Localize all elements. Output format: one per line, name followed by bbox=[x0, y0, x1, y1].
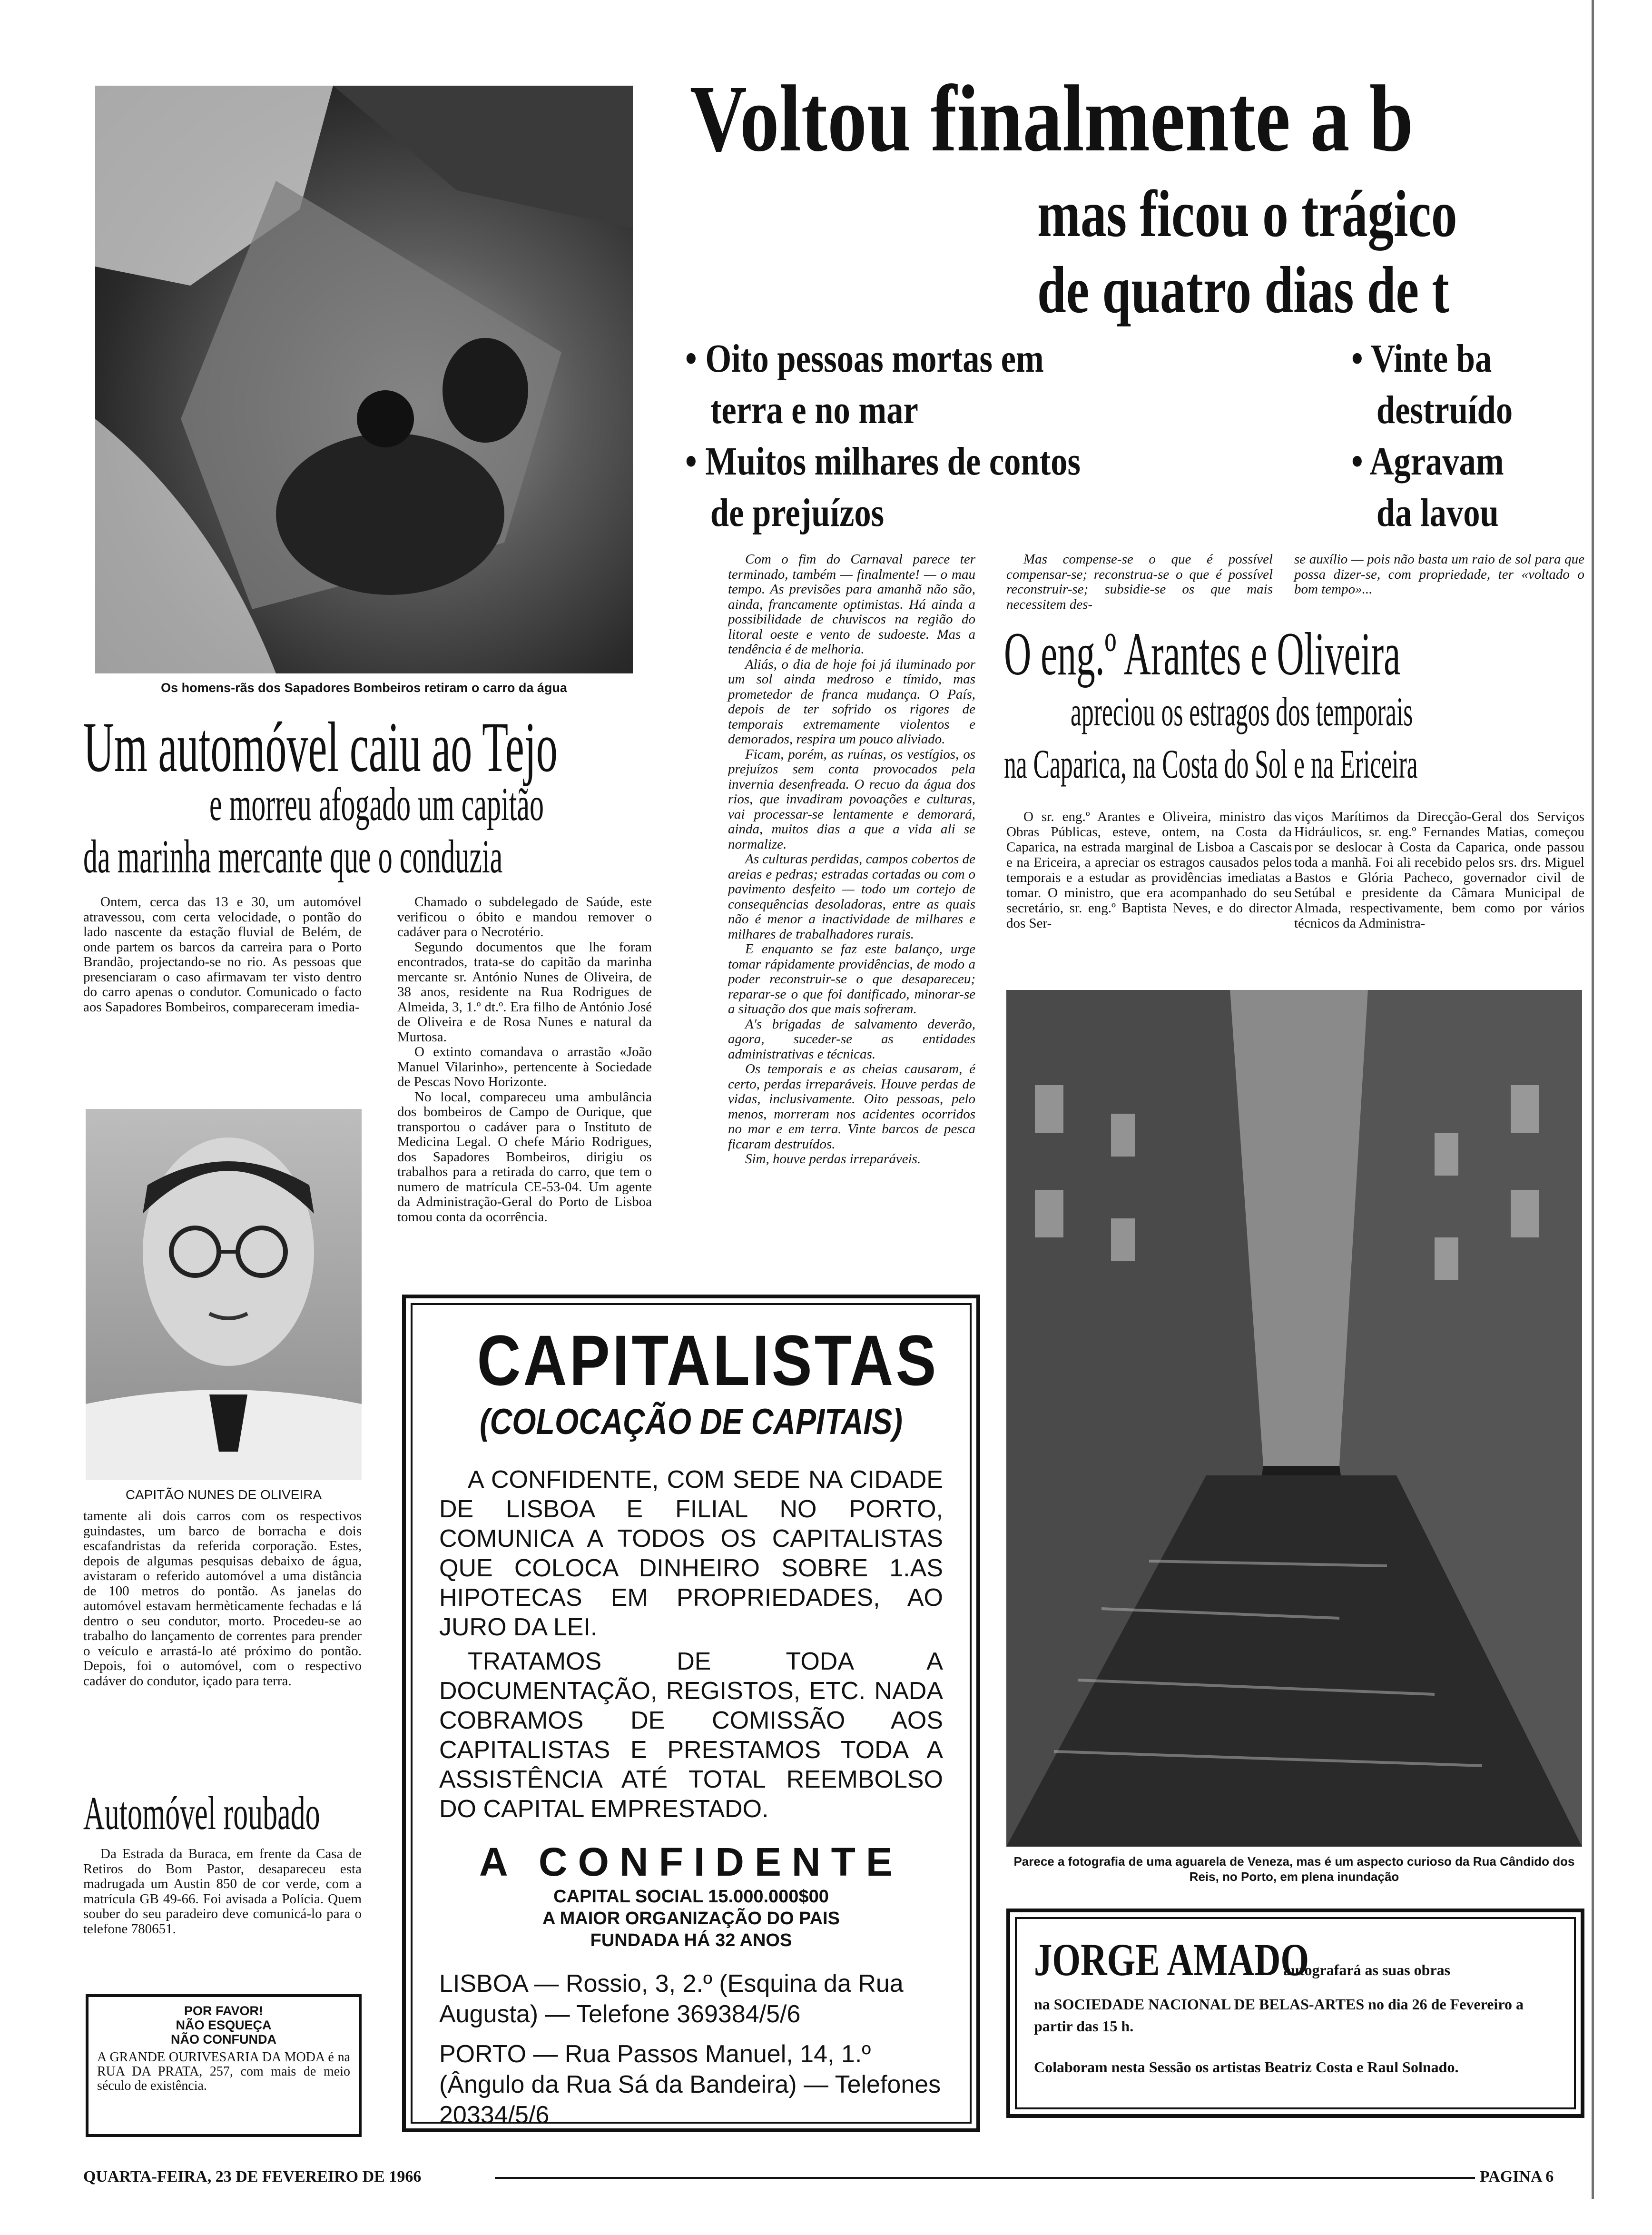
bullet-losses: • Muitos milhares de contos de prejuízos bbox=[685, 439, 1081, 535]
jorge-amado-text1: autografará as suas obras bbox=[1283, 1961, 1451, 1978]
stolen-car-text: Da Estrada da Buraca, em frente da Casa de Retiros do Bom Pastor, desapareceu esta madrugada um Austin 850 de cor verde, com a matrícula GB 49-66. Foi avisada a Polícia. Quem souber do seu paradeiro deve comunicá-lo para o telefone 780651. bbox=[83, 1846, 362, 1937]
minister-column-2: viços Marítimos da Direcção-Geral dos Serviços Hidráulicos, sr. eng.º Fernandes Matias, começou por se deslocar à Costa da Caparica, onde passou toda a manhã. Foi ali recebido pelos srs. drs. Miguel Bastos e Glória Pacheco, governador civil de Setúbal e presidente da Câmara Municipal de Almada, respectivamente, bem como por vários técnicos da Administra- bbox=[1294, 809, 1584, 931]
capitalistas-founded: FUNDADA HÁ 32 ANOS bbox=[590, 1930, 792, 1950]
minister-headline-1: O eng.º Arantes e Oliveira bbox=[1004, 620, 1401, 688]
jorge-amado-name: JORGE AMADO bbox=[1034, 1934, 1309, 1985]
divers-photo-art bbox=[95, 86, 633, 673]
captain-portrait-caption: CAPITÃO NUNES DE OLIVEIRA bbox=[125, 1487, 322, 1502]
storm-column-2: Mas compense-se o que é possível compensar-se; reconstrua-se o que é possível reconstruir-se; subsidie-se os que mais necessitem des- bbox=[1006, 552, 1273, 612]
footer-page: PAGINA 6 bbox=[1480, 2168, 1554, 2186]
page-edge-rule bbox=[1592, 0, 1594, 2199]
capitalistas-brand: A CONFIDENTE bbox=[479, 1839, 903, 1884]
stolen-car-headline: Automóvel roubado bbox=[83, 1787, 320, 1839]
main-headline-line2: mas ficou o trágico bbox=[1037, 177, 1457, 251]
car-column-3: tamente ali dois carros com os respectivos guindastes, um barco de borracha e dois escafandristas da referida corporação. Estes, depois de algumas pesquisas debaixo de água, avistaram o referido automóvel a uma distância de 100 metros do pontão. As janelas do automóvel estavam hermèticamente fechadas e lá dentro o seu condutor, morto. Procedeu-se ao trabalho do lançamento de correntes para prender o veículo e arrastá-lo até próximo do pontão. Depois, foi o automóvel, com o respectivo cadáver do condutor, içado para terra. bbox=[83, 1508, 362, 1689]
capitalistas-porto: PORTO — Rua Passos Manuel, 14, 1.º (Ângulo da Rua Sá da Bandeira) — Telefones 20334/5/6 bbox=[439, 2040, 941, 2129]
divers-photo bbox=[95, 86, 633, 673]
minister-headline-3: na Caparica, na Costa do Sol e na Ericeira bbox=[1004, 741, 1418, 787]
jorge-amado-line1 bbox=[1034, 1936, 1557, 1984]
bullet-boats: • Vinte ba destruído bbox=[1351, 336, 1513, 432]
minister-headline-2: apreciou os estragos dos temporais bbox=[1071, 689, 1413, 734]
bullet-deaths: • Oito pessoas mortas em terra e no mar bbox=[685, 336, 1044, 432]
capitalistas-para1: A CONFIDENTE, COM SEDE NA CIDADE DE LISBOA E FILIAL NO PORTO, COMUNICA A TODOS OS CAPITALISTAS QUE COLOCA DINHEIRO SOBRE 1.AS HIPOTECAS EM PROPRIEDADES, AO JURO DA LEI. bbox=[439, 1466, 943, 1641]
jewelry-ad-line2: NÃO ESQUEÇA bbox=[176, 2018, 272, 2032]
flood-photo-art bbox=[1006, 990, 1582, 1847]
car-column-2: Chamado o subdelegado de Saúde, este verificou o óbito e mandou remover o cadáver para o Necrotério. Segundo documentos que lhe foram encontrados, trata-se do capitão da marinha mercante sr. António Nunes de Oliveira, de 38 anos, residente na Rua Rodrigues de Almeida, 3, 1.º dt.º. Era filho de António José de Oliveira e de Rosa Nunes e natural da Murtosa. O extinto comandava o arrastão «João Manuel Vilarinho», pertencente à Sociedade de Pescas Novo Horizonte. No local, compareceu uma ambulância dos bombeiros de Campo de Ourique, que transportou o cadáver para o Instituto de Medicina Legal. O chefe Mário Rodrigues, dos Sapadores Bombeiros, dirigiu os trabalhos para a retirada do carro, que tem o numero de matrícula CE-53-04. Um agente da Administração-Geral do Porto de Lisboa tomou conta da ocorrência. bbox=[397, 894, 652, 1225]
capitalistas-largest: A MAIOR ORGANIZAÇÃO DO PAIS bbox=[542, 1909, 840, 1928]
car-headline-1: Um automóvel caiu ao Tejo bbox=[83, 708, 558, 787]
capitalistas-lisboa: LISBOA — Rossio, 3, 2.º (Esquina da Rua Augusta) — Telefone 369384/5/6 bbox=[439, 1970, 904, 2028]
divers-photo-caption: Os homens-rãs dos Sapadores Bombeiros retiram o carro da água bbox=[161, 681, 567, 695]
car-headline-3: da marinha mercante que o conduzia bbox=[83, 830, 503, 883]
footer-rule bbox=[495, 2177, 1475, 2179]
flood-photo bbox=[1006, 990, 1582, 1847]
jorge-amado-ad bbox=[1006, 1909, 1584, 2118]
bullet-farm: • Agravam da lavou bbox=[1351, 439, 1504, 535]
main-headline-line1: Voltou finalmente a b bbox=[690, 66, 1414, 171]
storm-column-1: Com o fim do Carnaval parece ter terminado, também — finalmente! — o mau tempo. As previsões para amanhã não são, ainda, francamente optimistas. Há ainda a possibilidade de chuviscos na região do litoral oeste e vento de sudoeste. Mas a tendência é de melhoria. Aliás, o dia de hoje foi já iluminado por um sol ainda medroso e tímido, mas prometedor de franca mudança. O País, depois de ter sofrido os rigores de temporais extremamente violentos e demorados, respira um pouco aliviado. Ficam, porém, as ruínas, os vestígios, os prejuízos sem conta provocados pela invernia desenfreada. O recuo da água dos rios, que invadiram povoações e culturas, vai processar-se lentamente e demorará, ainda, muitos dias a que a vida ali se normalize. As culturas perdidas, campos cobertos de areias e pedras; estradas cortadas ou com o pavimento desfeito — todo um cortejo de consequências desoladoras, entre as quais não é menor a inactividade de milhares e milhares de trabalhadores rurais. E enquanto se faz este balanço, urge tomar rápidamente providências, de modo a poder reconstruir-se o que desapareceu; reparar-se o que foi danificado, minorar-se a situação dos que mais sofreram. A's brigadas de salvamento deverão, agora, suceder-se as entidades administrativas e técnicas. Os temporais e as cheias causaram, é certo, perdas irreparáveis. Houve perdas de vidas, inclusivamente. Oito pessoas, pelo menos, morreram nos acidentes ocorridos no mar e em terra. Vinte barcos de pesca ficaram destruídos. Sim, houve perdas irreparáveis. bbox=[728, 552, 975, 1167]
captain-portrait-art bbox=[86, 1109, 362, 1480]
flood-photo-caption: Parece a fotografia de uma aguarela de Veneza, mas é um aspecto curioso da Rua Cândido dos Reis, no Porto, em plena inundação bbox=[1013, 1854, 1575, 1884]
main-headline-line3: de quatro dias de t bbox=[1037, 253, 1449, 327]
storm-column-3: se auxílio — pois não basta um raio de sol para que possa dizer-se, com propriedade, ter «voltado o bom tempo»... bbox=[1294, 552, 1584, 597]
jorge-amado-text2: na SOCIEDADE NACIONAL DE BELAS-ARTES no dia 26 de Fevereiro a partir das 15 h. bbox=[1034, 1996, 1524, 2035]
jewelry-ad-body: A GRANDE OURIVESARIA DA MODA é na RUA DA PRATA, 257, com mais de meio século de existência. bbox=[97, 2050, 350, 2093]
footer-date: QUARTA-FEIRA, 23 DE FEVEREIRO DE 1966 bbox=[83, 2168, 422, 2186]
capitalistas-capital: CAPITAL SOCIAL 15.000.000$00 bbox=[553, 1887, 829, 1907]
jewelry-ad-line1: POR FAVOR! bbox=[184, 2004, 263, 2018]
capitalistas-title: CAPITALISTAS bbox=[477, 1320, 939, 1400]
bullets-right bbox=[1351, 333, 1651, 539]
jewelry-ad bbox=[86, 1994, 362, 2137]
capitalistas-subtitle: (COLOCAÇÃO DE CAPITAIS) bbox=[480, 1402, 903, 1442]
bullets-left bbox=[685, 333, 1342, 539]
capitalistas-ad bbox=[402, 1295, 980, 2132]
car-headline-2: e morreu afogado um capitão bbox=[209, 778, 544, 831]
car-column-1: Ontem, cerca das 13 e 30, um automóvel atravessou, com certa velocidade, o pontão do lado nascente da estação fluvial de Belém, de onde partem os barcos da carreira para o Porto Brandão, projectando-se no rio. As pessoas que presenciaram o caso afirmavam ter visto dentro do carro apenas o condutor. Comunicado o facto aos Sapadores Bombeiros, compareceram imedia- bbox=[83, 894, 362, 1015]
jorge-amado-text3: Colaboram nesta Sessão os artistas Beatriz Costa e Raul Solnado. bbox=[1034, 2058, 1459, 2076]
minister-column-1: O sr. eng.º Arantes e Oliveira, ministro das Obras Públicas, esteve, ontem, na Costa da Caparica, na estrada marginal de Lisboa a Cascais e na Ericeira, a apreciar os estragos causados pelos temporais e a estudar as providências imediatas a tomar. O ministro, que era acompanhado do seu secretário, sr. eng.º Baptista Neves, e do director dos Ser- bbox=[1006, 809, 1292, 931]
captain-portrait bbox=[86, 1109, 362, 1480]
jewelry-ad-line3: NÃO CONFUNDA bbox=[171, 2032, 276, 2047]
capitalistas-para2: TRATAMOS DE TODA A DOCUMENTAÇÃO, REGISTOS, ETC. NADA COBRAMOS DE COMISSÃO AOS CAPITALISTAS E PRESTAMOS TODA A ASSISTÊNCIA ATÉ TOTAL REEMBOLSO DO CAPITAL EMPRESTADO. bbox=[439, 1648, 943, 1823]
